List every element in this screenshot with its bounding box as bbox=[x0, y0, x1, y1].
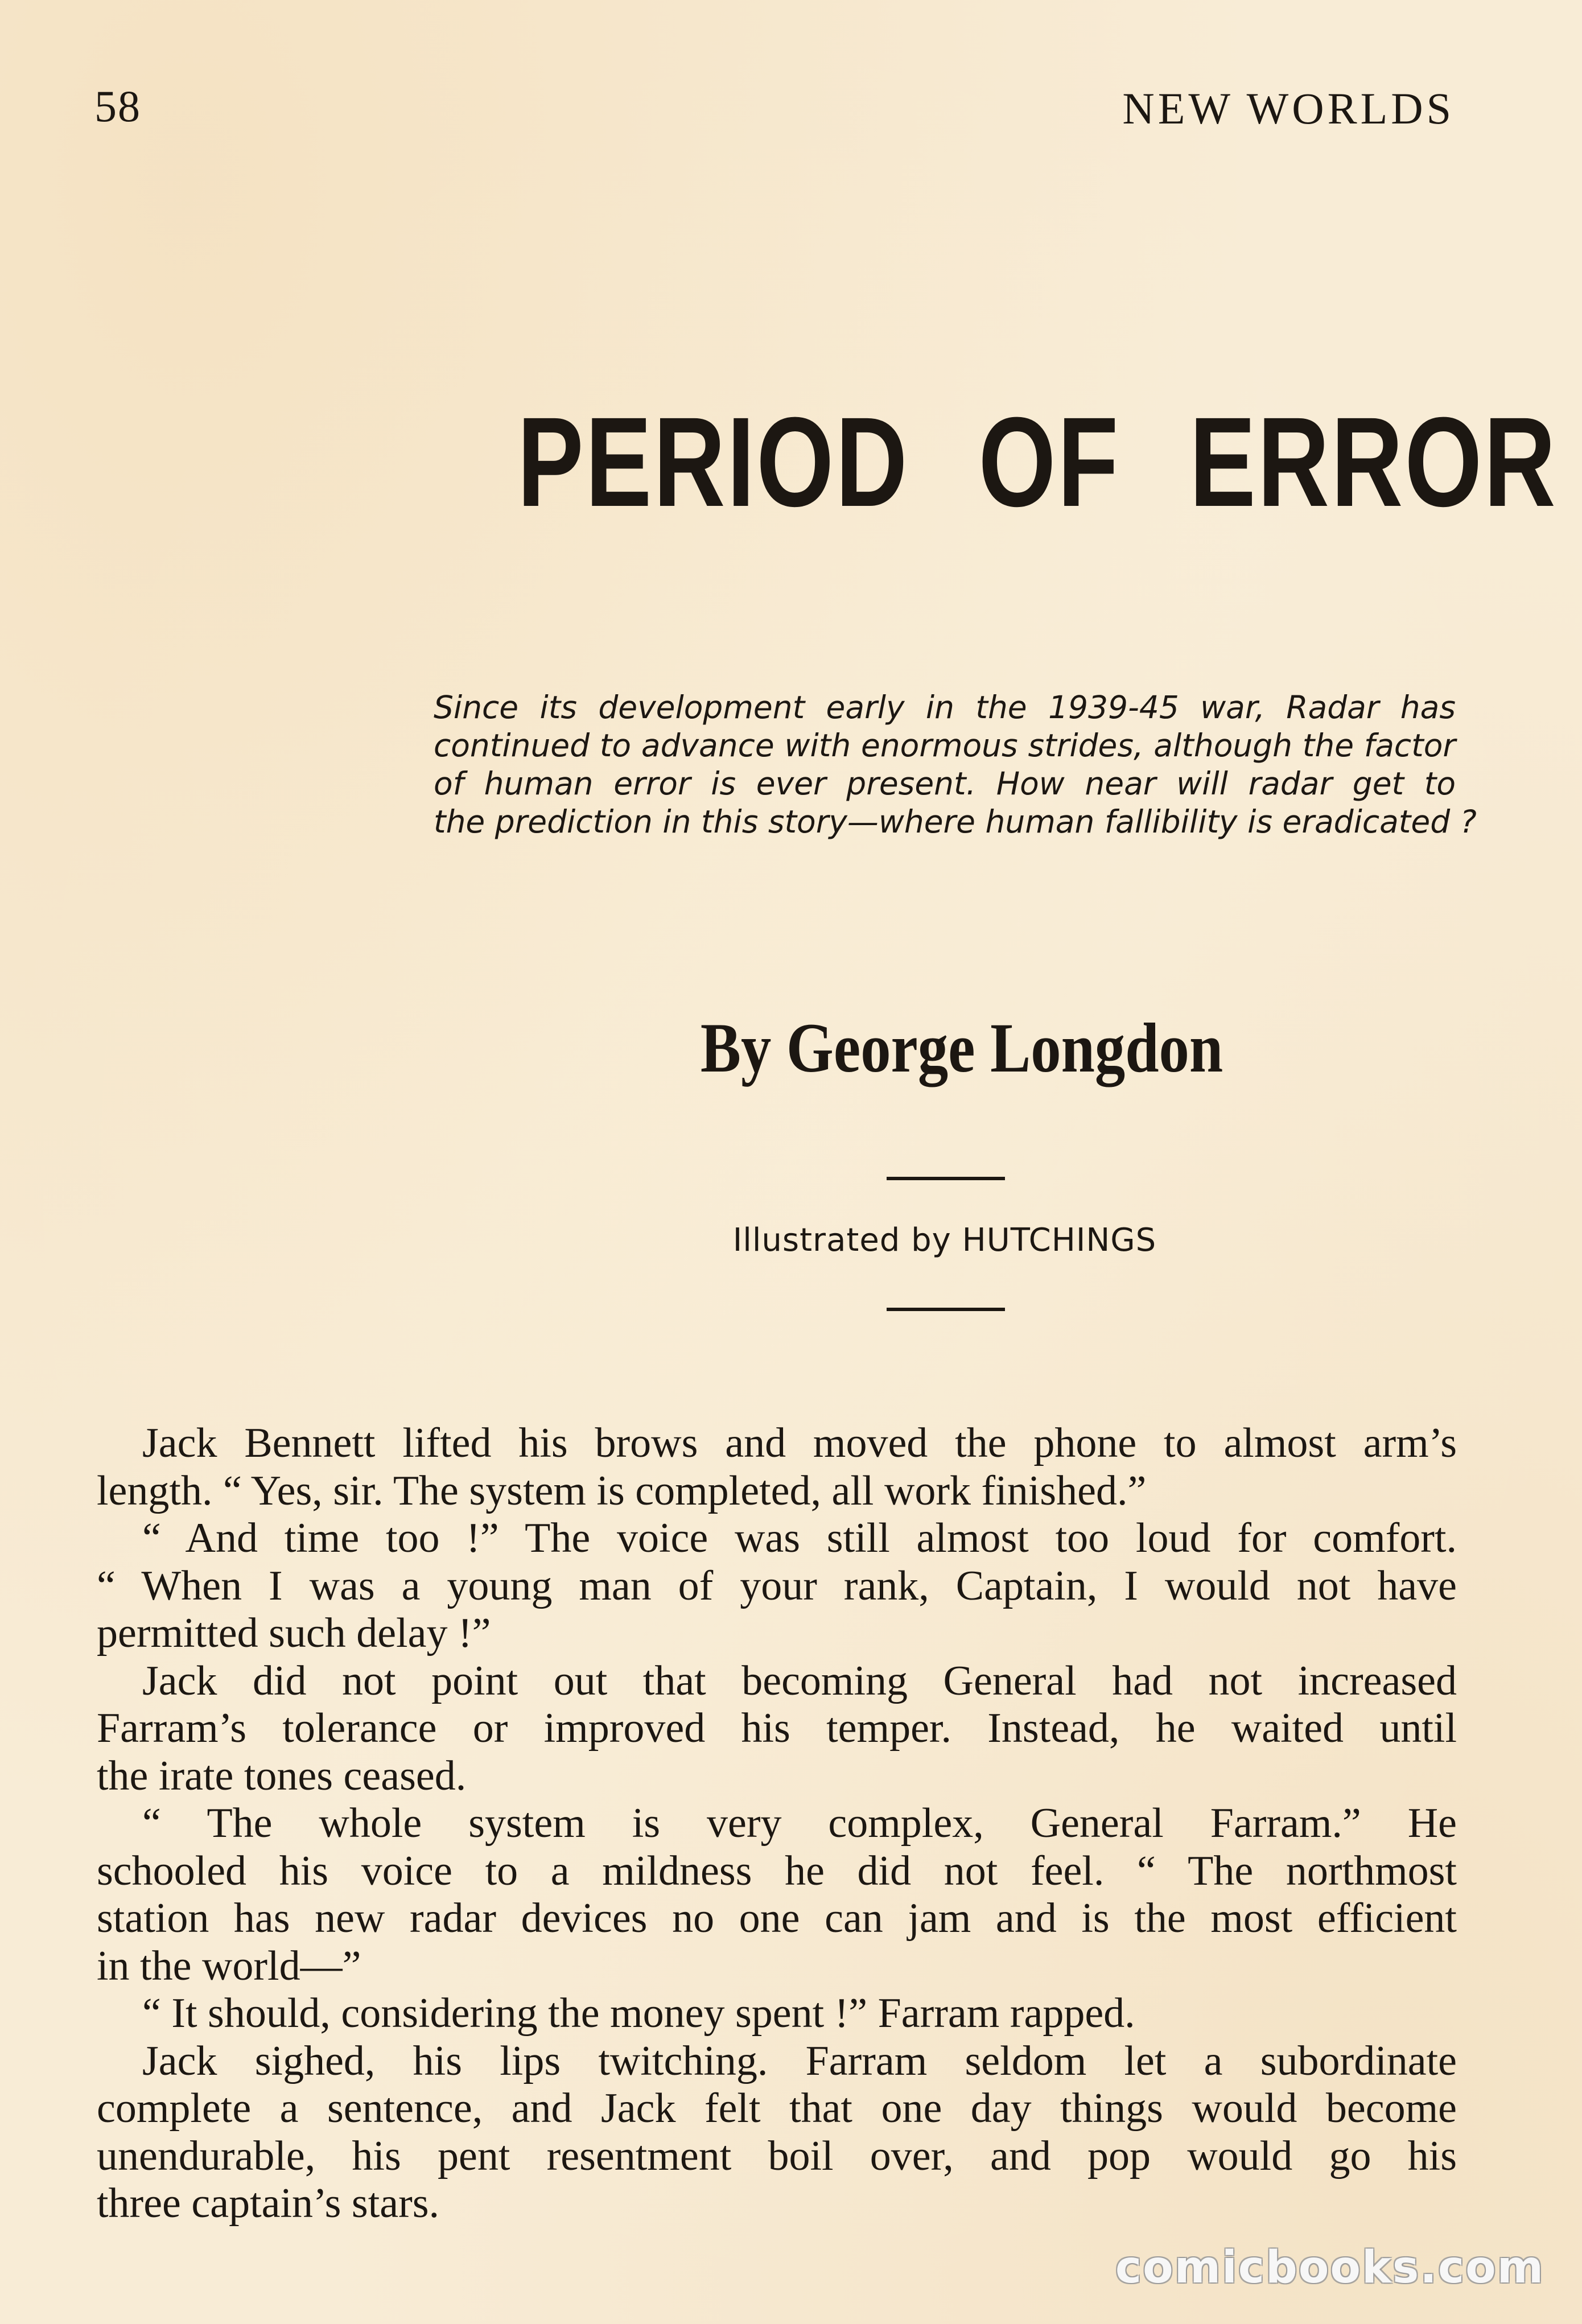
divider-rule-top bbox=[887, 1177, 1005, 1180]
divider-rule-bottom bbox=[887, 1308, 1005, 1311]
story-title: PERIOD OF ERROR bbox=[517, 391, 1558, 533]
body-line: unendurable, his pent resentment boil over, and pop would go his bbox=[97, 2132, 1457, 2179]
blurb-line: the prediction in this story—where human fallibility is eradicated ? bbox=[434, 803, 1477, 840]
body-line: the irate tones ceased. bbox=[97, 1752, 467, 1799]
body-line: station has new radar devices no one can jam and is the most efficient bbox=[97, 1895, 1457, 1942]
body-line: “ And time too !” The voice was still almost too loud for comfort. bbox=[142, 1515, 1457, 1561]
body-line: Jack did not point out that becoming General had not increased bbox=[142, 1657, 1457, 1704]
story-body-text bbox=[97, 1420, 1457, 2228]
blurb-line: of human error is ever present. How near will radar get to bbox=[434, 765, 1456, 802]
blurb-line: Since its development early in the 1939-45 war, Radar has bbox=[434, 689, 1456, 726]
blurb-line: continued to advance with enormous strides, although the factor bbox=[434, 727, 1456, 764]
body-line: Farram’s tolerance or improved his temper. Instead, he waited until bbox=[97, 1705, 1457, 1752]
body-line: complete a sentence, and Jack felt that one day things would become bbox=[97, 2085, 1457, 2132]
body-line: permitted such delay !” bbox=[97, 1610, 491, 1657]
running-head-magazine-title: NEW WORLDS bbox=[1122, 84, 1455, 133]
story-blurb bbox=[434, 689, 1477, 841]
body-line: three captain’s stars. bbox=[97, 2180, 440, 2227]
page-number: 58 bbox=[94, 81, 141, 131]
author-byline: By George Longdon bbox=[700, 1009, 1223, 1087]
body-line: in the world—” bbox=[97, 1942, 361, 1989]
body-line: “ When I was a young man of your rank, Captain, I would not have bbox=[97, 1562, 1457, 1609]
watermark-logo: comicbooks.com bbox=[1115, 2242, 1544, 2293]
body-line: “ It should, considering the money spent !” Farram rapped. bbox=[142, 1990, 1135, 2037]
body-line: Jack sighed, his lips twitching. Farram seldom let a subordinate bbox=[142, 2037, 1457, 2084]
body-line: schooled his voice to a mildness he did not feel. “ The northmost bbox=[97, 1847, 1457, 1894]
illustrator-credit: Illustrated by HUTCHINGS bbox=[732, 1222, 1157, 1259]
body-line: Jack Bennett lifted his brows and moved the phone to almost arm’s bbox=[142, 1420, 1457, 1466]
body-line: length. “ Yes, sir. The system is completed, all work finished.” bbox=[97, 1467, 1147, 1514]
body-line: “ The whole system is very complex, General Farram.” He bbox=[142, 1800, 1457, 1847]
